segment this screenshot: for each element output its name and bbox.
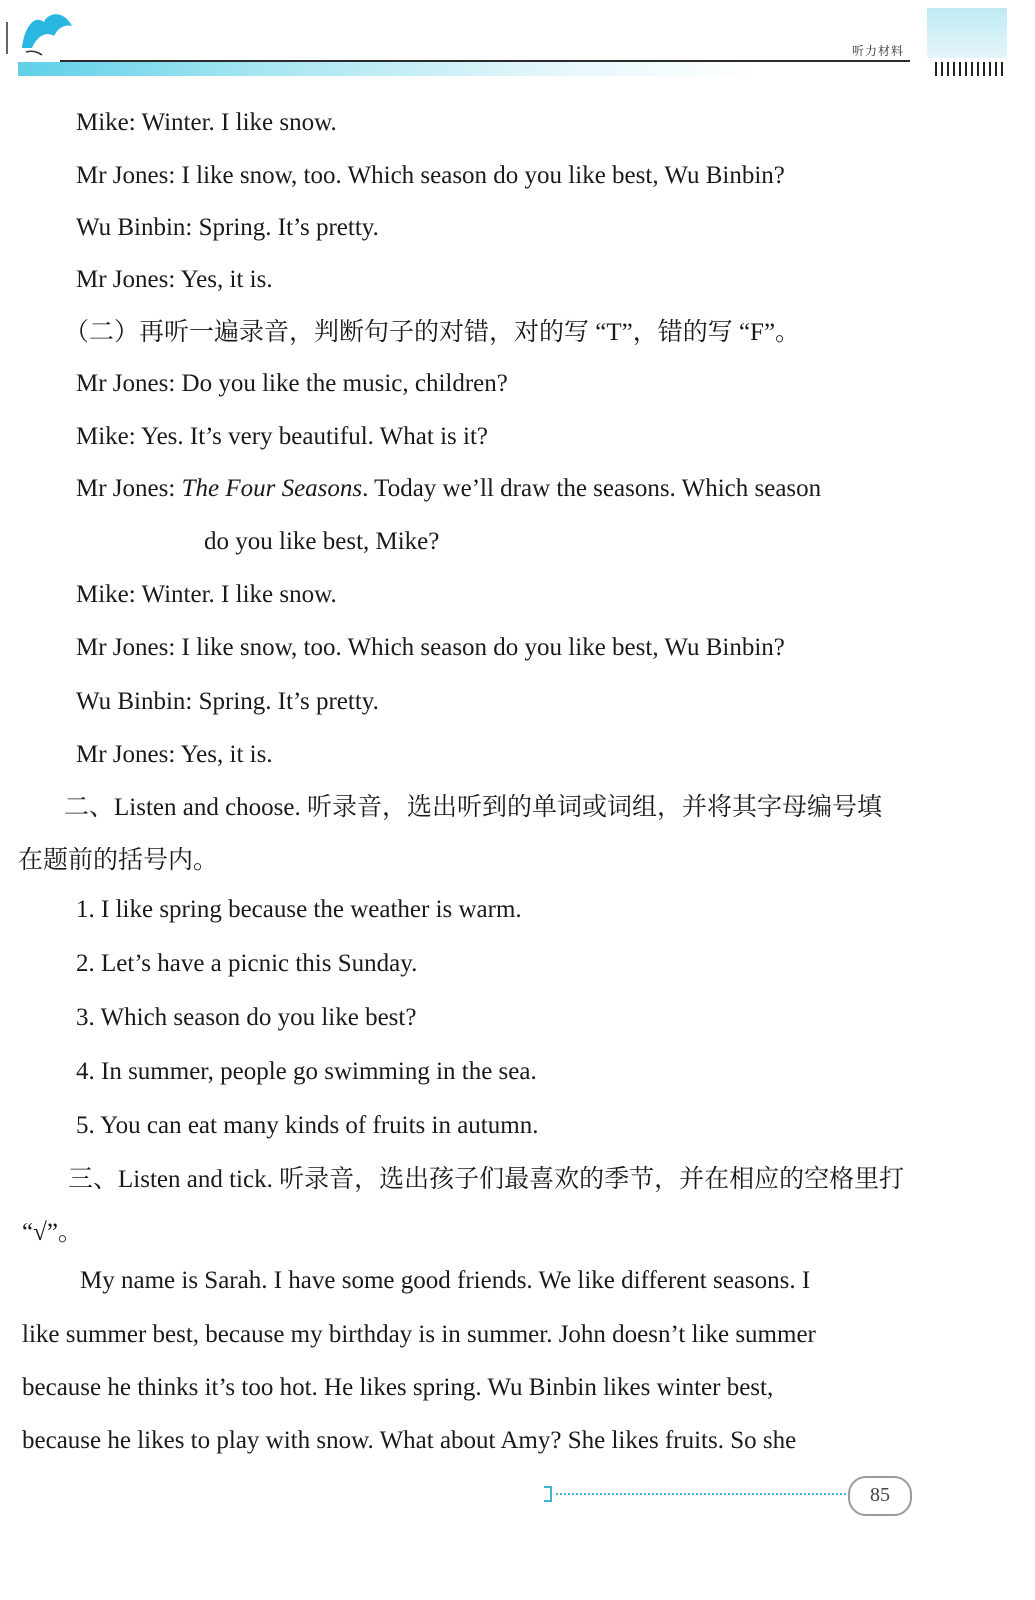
- dialogue-line: Mike: Winter. I like snow.: [76, 109, 337, 136]
- dialogue-line-continuation: do you like best, Mike?: [204, 528, 440, 555]
- section-heading: 二、Listen and choose. 听录音，选出听到的单词或词组，并将其字母编号填: [64, 794, 883, 821]
- page-number: 85: [848, 1476, 912, 1516]
- section-instruction: （二）再听一遍录音，判断句子的对错，对的写 “T”，错的写 “F”。: [64, 319, 801, 346]
- section-heading: 三、Listen and tick. 听录音，选出孩子们最喜欢的季节，并在相应的空格里打: [68, 1166, 905, 1193]
- list-item: 1. I like spring because the weather is warm.: [76, 896, 522, 923]
- dialogue-line: [76, 474, 821, 504]
- list-item: 2. Let’s have a picnic this Sunday.: [76, 950, 418, 977]
- dialogue-line: Mike: Yes. It’s very beautiful. What is it?: [76, 423, 488, 450]
- dialogue-line: Wu Binbin: Spring. It’s pretty.: [76, 214, 379, 241]
- list-item: 5. You can eat many kinds of fruits in autumn.: [76, 1112, 539, 1139]
- section-heading-continuation: “√”。: [22, 1219, 83, 1246]
- dialogue-line: Mr Jones: Yes, it is.: [76, 741, 273, 768]
- dialogue-line: Mike: Winter. I like snow.: [76, 581, 337, 608]
- section-heading-continuation: 在题前的括号内。: [18, 847, 219, 874]
- paragraph-line: My name is Sarah. I have some good friends. We like different seasons. I: [80, 1267, 811, 1294]
- title-italic: The Four Seasons: [181, 475, 363, 502]
- dialogue-text: . Today we’ll draw the seasons. Which season: [362, 475, 822, 502]
- speaker-label: Mr Jones:: [76, 475, 182, 502]
- dialogue-line: Wu Binbin: Spring. It’s pretty.: [76, 688, 379, 715]
- dialogue-line: Mr Jones: I like snow, too. Which season do you like best, Wu Binbin?: [76, 634, 785, 661]
- footer-dotted-rule: [556, 1493, 846, 1497]
- dialogue-line: Mr Jones: I like snow, too. Which season do you like best, Wu Binbin?: [76, 162, 785, 189]
- paragraph-line: because he thinks it’s too hot. He likes spring. Wu Binbin likes winter best,: [22, 1374, 774, 1401]
- header-title: 听力材料: [852, 44, 905, 58]
- dialogue-line: Mr Jones: Do you like the music, children?: [76, 370, 508, 397]
- list-item: 3. Which season do you like best?: [76, 1004, 417, 1031]
- footer-bracket: [544, 1486, 552, 1502]
- dialogue-line: Mr Jones: Yes, it is.: [76, 266, 273, 293]
- paragraph-line: like summer best, because my birthday is in summer. John doesn’t like summer: [22, 1321, 816, 1348]
- paragraph-line: because he likes to play with snow. What about Amy? She likes fruits. So she: [22, 1427, 797, 1454]
- list-item: 4. In summer, people go swimming in the sea.: [76, 1058, 537, 1085]
